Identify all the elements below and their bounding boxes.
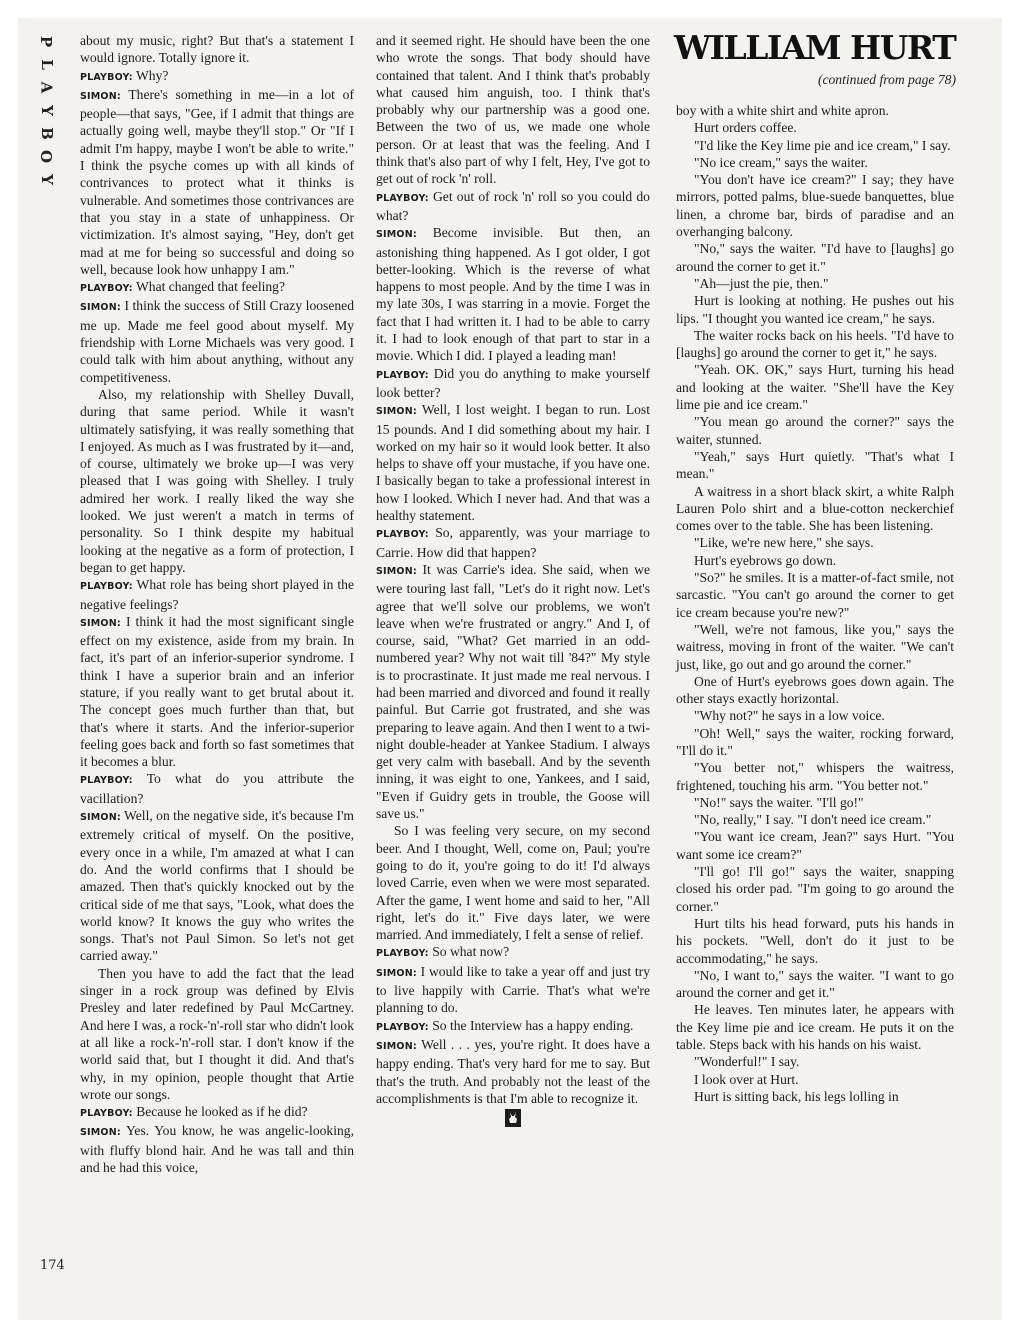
paragraph xyxy=(676,292,954,327)
sidebar-letter: Y xyxy=(37,105,56,116)
paragraph xyxy=(676,707,954,724)
paragraph xyxy=(376,401,650,524)
speaker-label: PLAYBOY: xyxy=(80,283,133,295)
paragraph-text: So what now? xyxy=(432,944,510,960)
speaker-label: PLAYBOY: xyxy=(376,1021,429,1033)
paragraph-text: Get out of rock 'n' roll so you could do what? xyxy=(376,188,650,223)
paragraph-text: "Yeah," says Hurt quietly. "That's what I mean." xyxy=(676,448,954,482)
paragraph xyxy=(676,327,954,362)
paragraph xyxy=(676,1053,954,1070)
paragraph xyxy=(676,102,954,119)
paragraph xyxy=(676,1001,954,1053)
speaker-label: SIMON: xyxy=(376,229,417,241)
paragraph-text: I look over at Hurt. xyxy=(694,1071,799,1087)
paragraph-text: Well . . . yes, you're right. It does have a happy ending. That's very hard for me to say. But that's the truth. And probably not the least of the accomplishments is that I'm able to recognize it. xyxy=(376,1036,651,1106)
paragraph xyxy=(80,297,354,385)
paragraph-text: "I'll go! I'll go!" says the waiter, snapping closed his order pad. "I'm going to go around the corner." xyxy=(676,864,954,914)
paragraph-text: "You want ice cream, Jean?" says Hurt. "You want some ice cream?" xyxy=(676,829,954,862)
speaker-label: PLAYBOY: xyxy=(376,192,429,204)
speaker-label: PLAYBOY: xyxy=(80,775,133,787)
paragraph xyxy=(676,361,954,413)
paragraph xyxy=(80,67,354,86)
sidebar-letter: Y xyxy=(37,174,56,185)
paragraph-text: about my music, right? But that's a statement I would ignore. Totally ignore it. xyxy=(80,33,354,66)
paragraph-text: "Like, we're new here," she says. xyxy=(694,535,874,551)
paragraph-text: A waitress in a short black skirt, a white Ralph Lauren Polo shirt and a blue-cotton neckerchief comes over to the table. She has been listening. xyxy=(676,483,954,534)
paragraph-text: Hurt is sitting back, his legs lolling in xyxy=(694,1088,899,1104)
paragraph xyxy=(80,807,354,965)
speaker-label: PLAYBOY: xyxy=(376,369,429,381)
paragraph-text: It was Carrie's idea. She said, when we were touring last fall, "Let's do it right now. Let's agree that we'll solve our problems, we won't leave when we're frustrated or angry." And I, of course, said, "What? Get married in an odd-numbered year? Why not wait till '84?" My style is to procrastinate. It just made me real nervous. I had been married and divorced and found it really painful. But Carrie got frustrated, and she was preparing to leave again. And then I went to a twi-night double-header at Yankee Stadium. I always get very calm with baseball. And by the seventh inning, it was eight to one, Yankees, and I said, "Even if Guidry gets in trouble, the Goose will save us." xyxy=(376,561,650,822)
paragraph-text: He leaves. Ten minutes later, he appears with the Key lime pie and ice cream. He puts it on the table. Steps back with his hands on his waist. xyxy=(676,1002,954,1053)
paragraph-text: I think the success of Still Crazy loosened me up. Made me feel good about myself. My friendship with Lorne Michaels was very good. I could talk with him about anything, without any competitiveness. xyxy=(80,298,355,385)
paragraph-text: One of Hurt's eyebrows goes down again. The other stays exactly horizontal. xyxy=(676,673,954,707)
paragraph-text: "You mean go around the corner?" says the waiter, stunned. xyxy=(676,414,954,447)
sidebar-letter: A xyxy=(37,81,56,94)
speaker-label: SIMON: xyxy=(376,565,417,577)
paragraph-text: "Well, we're not famous, like you," says the waitress, moving in front of the waiter. "We can't just, like, go out and go around the corner." xyxy=(676,621,954,672)
paragraph-text: There's something in me—in a lot of people—that says, "Gee, if I admit that things are actually going well, maybe they'll stop." Or "If I admit I'm happy, maybe I won't be able to write." I think the psyche comes up with all kinds of contrivances to protect what it thinks is vulnerable. And sometimes those contrivances are that you stay in a state of unhappiness. Or victimization. It's almost saying, "Hey, don't get mad at me for being so successful and doing so well, because look how unhappy I am." xyxy=(80,86,354,277)
sidebar-letter: B xyxy=(37,127,56,140)
paragraph xyxy=(376,188,650,225)
paragraph-text: Yes. You know, he was angelic-looking, with fluffy blond hair. And he was tall and thin and he had this voice, xyxy=(80,1123,354,1175)
paragraph xyxy=(676,863,954,915)
speaker-label: PLAYBOY: xyxy=(80,581,133,593)
paragraph xyxy=(676,240,954,275)
paragraph xyxy=(676,137,954,154)
paragraph xyxy=(80,965,354,1103)
speaker-label: SIMON: xyxy=(376,406,417,418)
paragraph xyxy=(376,1017,650,1036)
speaker-label: PLAYBOY: xyxy=(80,71,133,83)
paragraph-text: "Oh! Well," says the waiter, rocking forward, "I'll do it." xyxy=(676,725,954,758)
paragraph xyxy=(376,943,650,962)
paragraph xyxy=(676,621,954,673)
paragraph xyxy=(676,154,954,171)
paragraph xyxy=(376,1036,650,1107)
paragraph xyxy=(676,811,954,828)
paragraph xyxy=(676,794,954,811)
paragraph xyxy=(676,275,954,292)
paragraph-text: boy with a white shirt and white apron. xyxy=(676,103,889,118)
speaker-label: SIMON: xyxy=(376,1040,417,1052)
paragraph xyxy=(376,822,650,943)
continued-note: (continued from page 78) xyxy=(817,72,956,87)
column-1 xyxy=(80,32,354,1176)
paragraph xyxy=(376,963,650,1017)
paragraph-text: "No, I want to," says the waiter. "I want to go around the corner and get it." xyxy=(676,967,954,1001)
speaker-label: PLAYBOY: xyxy=(80,1108,133,1120)
paragraph xyxy=(676,759,954,794)
paragraph-text: Also, my relationship with Shelley Duvall, during that same period. While it wasn't ultimately satisfying, it was really something that I enjoyed. As much as I was frustrated by it—and, of course, ultimately we broke up—I was very pleased that I was going with Shelley. I truly admired her work. I really liked the way she looked. We just weren't a match in terms of personality. So I think despite my habitual looking at the negative as a form of protection, I began to get happy. xyxy=(80,386,354,575)
paragraph xyxy=(376,524,650,561)
paragraph-text: Why? xyxy=(135,67,169,83)
paragraph-text: Did you do anything to make yourself look better? xyxy=(376,365,650,400)
column-3 xyxy=(676,102,954,1105)
paragraph-text: The waiter rocks back on his heels. "I'd have to [laughs] go around the corner to get it," he says. xyxy=(676,327,954,361)
paragraph xyxy=(80,1103,354,1122)
paragraph-text: Well, I lost weight. I began to run. Lost 15 pounds. And I did something about my hair. I worked on my hair so it would look better. It also helps to shave off your mustache, if you have one. I basically began to take a professional interest in how I looked. Which I never had. And that was a healthy statement. xyxy=(376,402,650,524)
paragraph-text: "I'd like the Key lime pie and ice cream," I say. xyxy=(694,137,951,153)
speaker-label: SIMON: xyxy=(80,90,121,102)
paragraph-text: Hurt orders coffee. xyxy=(694,120,797,136)
paragraph xyxy=(80,613,354,771)
paragraph xyxy=(676,534,954,551)
speaker-label: SIMON: xyxy=(80,617,121,629)
paragraph-text: What changed that feeling? xyxy=(135,279,286,295)
paragraph-text: "No!" says the waiter. "I'll go!" xyxy=(694,794,864,810)
paragraph xyxy=(676,1088,954,1105)
speaker-label: PLAYBOY: xyxy=(376,948,429,960)
paragraph xyxy=(80,386,354,576)
paragraph-text: "Ah—just the pie, then." xyxy=(694,275,829,291)
paragraph-text: "Yeah. OK. OK," says Hurt, turning his head and looking at the waiter. "She'll have the Key lime pie and ice cream." xyxy=(676,362,954,413)
paragraph-text: So I was feeling very secure, on my second beer. And I thought, Well, come on, Paul; you're going to do it, you're going to do it! I'd always loved Carrie, even when we were most separated. After the game, I went home and said to her, "All right, let's do it." Five days later, we were married. And immediately, I felt a sense of relief. xyxy=(376,823,650,943)
paragraph-text: Hurt's eyebrows go down. xyxy=(694,552,837,568)
paragraph-text: "Why not?" he says in a low voice. xyxy=(694,708,885,724)
paragraph xyxy=(376,224,650,364)
paragraph xyxy=(676,413,954,448)
paragraph-text: So the Interview has a happy ending. xyxy=(432,1017,634,1033)
speaker-label: SIMON: xyxy=(80,302,121,314)
sidebar-letter: L xyxy=(37,59,56,70)
paragraph xyxy=(676,725,954,760)
paragraph-text: "No ice cream," says the waiter. xyxy=(694,154,868,170)
paragraph-text: Well, on the negative side, it's because I'm extremely critical of myself. On the positive, every once in a while, I'm amazed at what I can do. And the world confirms that I should be amazed. Then that's quickly knocked out by the critical side of me that says, "Look, what does the world know? It knows the guy who writes the songs. That's not Paul Simon. So let's not get carried away." xyxy=(80,808,355,964)
column-2 xyxy=(376,32,650,1127)
paragraph-text: Hurt is looking at nothing. He pushes out his lips. "I thought you wanted ice cream," he says. xyxy=(676,293,954,326)
paragraph xyxy=(80,278,354,297)
paragraph-text: Become invisible. But then, an astonishing thing happened. As I got older, I got better-looking. Which is the reverse of what happens to most people. And by the time I was in my late 30s, I was starring in a movie. Forget the fact that I had written it. I had to be able to carry it. I had to look enough of that part to star in a movie. Which I did. I played a leading man! xyxy=(376,225,650,364)
paragraph xyxy=(676,828,954,863)
paragraph-text: "Wonderful!" I say. xyxy=(694,1054,800,1070)
paragraph xyxy=(676,483,954,535)
paragraph xyxy=(376,561,650,822)
paragraph-text: "So?" he smiles. It is a matter-of-fact smile, not sarcastic. "You can't go around the corner to get ice cream because you're new?" xyxy=(676,570,954,620)
paragraph xyxy=(376,365,650,402)
paragraph-text: "No," says the waiter. "I'd have to [laughs] go around the corner to get it." xyxy=(676,241,954,274)
paragraph-text: Then you have to add the fact that the lead singer in a rock group was defined by Elvis Presley and later redefined by Paul McCartney. And here I was, a rock-'n'-roll star who didn't look at all like a rock-'n'-roll star. I don't know if the world said that, but I thought it did. And that's why, in my opinion, people thought that Artie wrote our songs. xyxy=(80,965,354,1102)
paragraph xyxy=(676,967,954,1002)
paragraph-text: Hurt tilts his head forward, puts his hands in his pockets. "Well, don't do it just to be accommodating," he says. xyxy=(676,915,954,966)
speaker-label: SIMON: xyxy=(80,812,121,824)
paragraph xyxy=(676,1071,954,1088)
paragraph xyxy=(676,569,954,621)
paragraph xyxy=(80,86,354,278)
paragraph xyxy=(676,448,954,483)
speaker-label: PLAYBOY: xyxy=(376,529,429,541)
paragraph-text: and it seemed right. He should have been the one who wrote the songs. That body should have contained that talent. And I think that's probably what caused him anguish, too. I think that's probably why our partnership was a good one. Between the two of us, we made one whole person. Or at least that was the feeling. And I think that's also part of why I felt, Hey, I've got to get out of rock 'n' roll. xyxy=(376,33,650,187)
paragraph-text: What role has being short played in the negative feelings? xyxy=(80,577,354,612)
sidebar-letter: O xyxy=(37,149,56,164)
paragraph-text: "No, really," I say. "I don't need ice cream." xyxy=(694,812,932,828)
paragraph-text: So, apparently, was your marriage to Carrie. How did that happen? xyxy=(376,525,650,560)
paragraph xyxy=(80,1122,354,1176)
page-number: 174 xyxy=(40,1258,65,1273)
magazine-page xyxy=(18,18,1002,1320)
sidebar-letter: P xyxy=(37,35,56,48)
speaker-label: SIMON: xyxy=(376,967,417,979)
rabbit-end-mark-icon xyxy=(505,1109,521,1127)
paragraph-text: Because he looked as if he did? xyxy=(136,1104,308,1120)
paragraph xyxy=(676,119,954,136)
speaker-label: SIMON: xyxy=(80,1127,121,1139)
paragraph xyxy=(80,32,354,67)
playboy-vertical-logo xyxy=(36,30,56,191)
paragraph-text: I think it had the most significant single effect on my existence, aside from my brain. In fact, it's part of an inferior-superior syndrome. I think I have a superior brain and an inferior stature, if you really want to get brutal about it. The concept goes much further than that, but that's where it starts. And the inferior-superior feeling goes back and forth so fast sometimes that it becomes a blur. xyxy=(80,613,354,770)
paragraph xyxy=(676,171,954,240)
paragraph-text: "You better not," whispers the waitress, frightened, touching his arm. "You better not." xyxy=(676,760,954,793)
paragraph xyxy=(376,32,650,188)
paragraph-text: "You don't have ice cream?" I say; they have mirrors, potted palms, blue-suede banquettes, blue linen, a chrome bar, birds of paradise and an overhanging balcony. xyxy=(676,172,954,240)
paragraph xyxy=(80,576,354,613)
paragraph-text: I would like to take a year off and just try to live happily with Carrie. That's what we're planning to do. xyxy=(376,963,650,1016)
paragraph xyxy=(676,552,954,569)
paragraph-text: To what do you attribute the vacillation? xyxy=(80,771,354,806)
paragraph xyxy=(676,915,954,967)
article-headline: WILLIAM HURT xyxy=(674,28,956,67)
paragraph xyxy=(80,770,354,807)
paragraph xyxy=(676,673,954,708)
